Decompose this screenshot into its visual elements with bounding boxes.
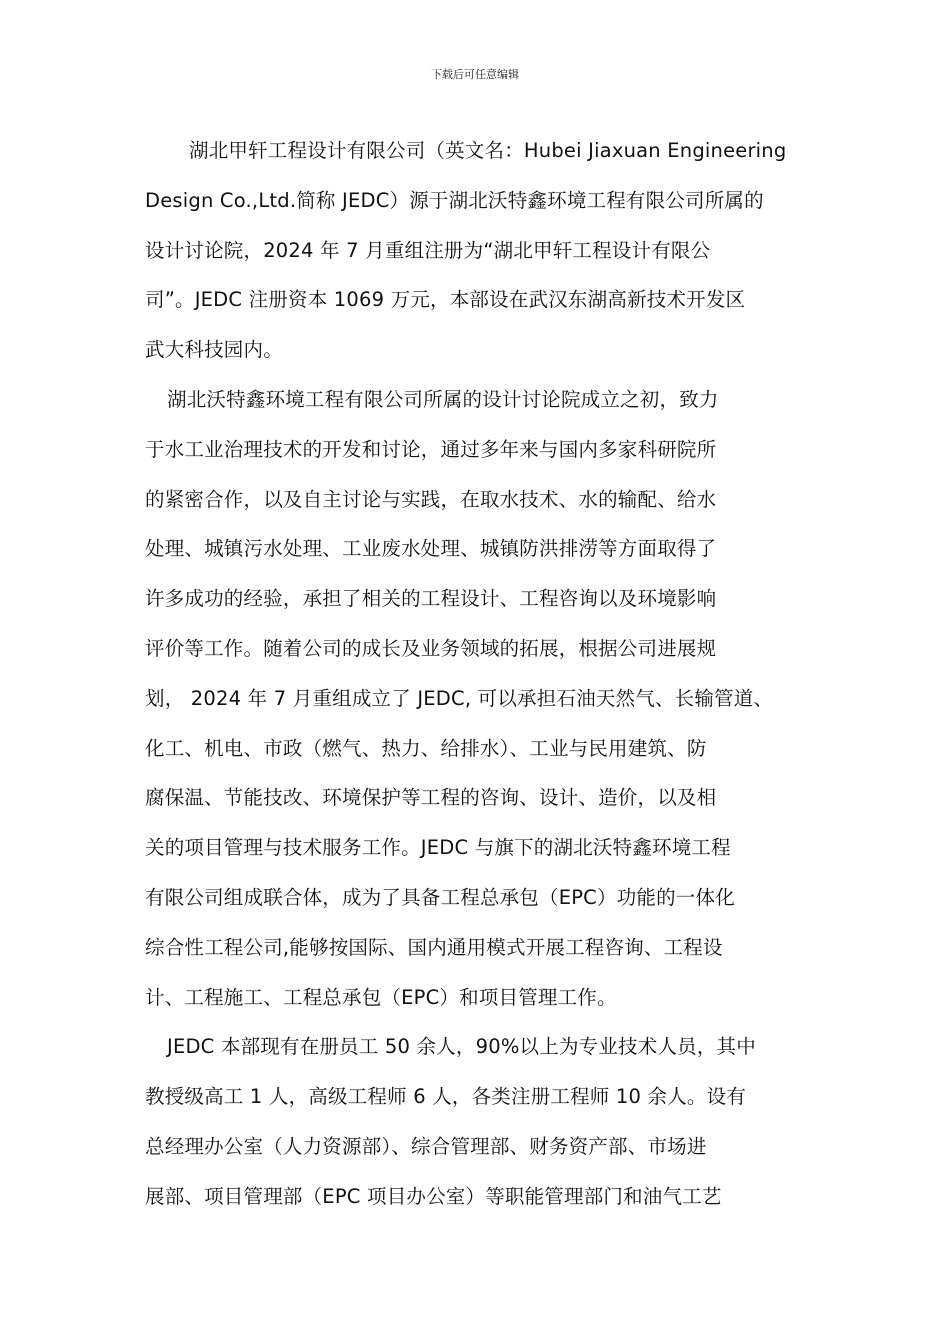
paragraph-line: 总经理办公室（人力资源部）、综合管理部、财务资产部、市场进 — [145, 1134, 707, 1158]
paragraph-line: 司”。JEDC 注册资本 1069 万元，本部设在武汉东湖高新技术开发区 — [145, 288, 746, 312]
paragraph-line: 许多成功的经验，承担了相关的工程设计、工程咨询以及环境影响 — [145, 587, 717, 611]
paragraph-line: 腐保温、节能技改、环境保护等工程的咨询、设计、造价，以及相 — [145, 786, 717, 810]
body-text — [145, 126, 810, 1222]
paragraph-line: 划， 2024 年 7 月重组成立了 JEDC, 可以承担石油天然气、长输管道、 — [145, 686, 774, 710]
paragraph-line: 关的项目管理与技术服务工作。JEDC 与旗下的湖北沃特鑫环境工程 — [145, 836, 731, 860]
paragraph-line: 湖北甲轩工程设计有限公司（英文名：Hubei Jiaxuan Engineering — [189, 139, 787, 162]
paragraph-line: Design Co.,Ltd.简称 JEDC）源于湖北沃特鑫环境工程有限公司所属的 — [145, 188, 764, 212]
paragraph-line: 评价等工作。随着公司的成长及业务领域的拓展，根据公司进展规 — [145, 636, 717, 660]
paragraph-line: 处理、城镇污水处理、工业废水处理、城镇防洪排涝等方面取得了 — [145, 537, 717, 561]
paragraph-line: 湖北沃特鑫环境工程有限公司所属的设计讨论院成立之初，致力 — [167, 387, 719, 411]
paragraph-line: 于水工业治理技术的开发和讨论，通过多年来与国内多家科研院所 — [145, 437, 717, 461]
paragraph-line: 教授级高工 1 人，高级工程师 6 人，各类注册工程师 10 余人。设有 — [145, 1085, 747, 1109]
paragraph-line: 展部、项目管理部（EPC 项目办公室）等职能管理部门和油气工艺 — [145, 1184, 722, 1208]
page-header: 下载后可任意编辑 — [431, 68, 519, 81]
paragraph-line: 有限公司组成联合体，成为了具备工程总承包（EPC）功能的一体化 — [145, 885, 735, 909]
paragraph-line: JEDC 本部现有在册员工 50 余人，90%以上为专业技术人员，其中 — [167, 1035, 756, 1059]
paragraph-line: 计、工程施工、工程总承包（EPC）和项目管理工作。 — [145, 985, 617, 1009]
paragraph-line: 武大科技园内。 — [145, 338, 283, 362]
paragraph-line: 综合性工程公司,能够按国际、国内通用模式开展工程咨询、工程设 — [145, 935, 723, 959]
paragraph-line: 的紧密合作，以及自主讨论与实践，在取水技术、水的输配、给水 — [145, 487, 717, 511]
paragraph-line: 化工、机电、市政（燃气、热力、给排水）、工业与民用建筑、防 — [145, 736, 707, 760]
paragraph-line: 设计讨论院，2024 年 7 月重组注册为“湖北甲轩工程设计有限公 — [145, 238, 711, 262]
